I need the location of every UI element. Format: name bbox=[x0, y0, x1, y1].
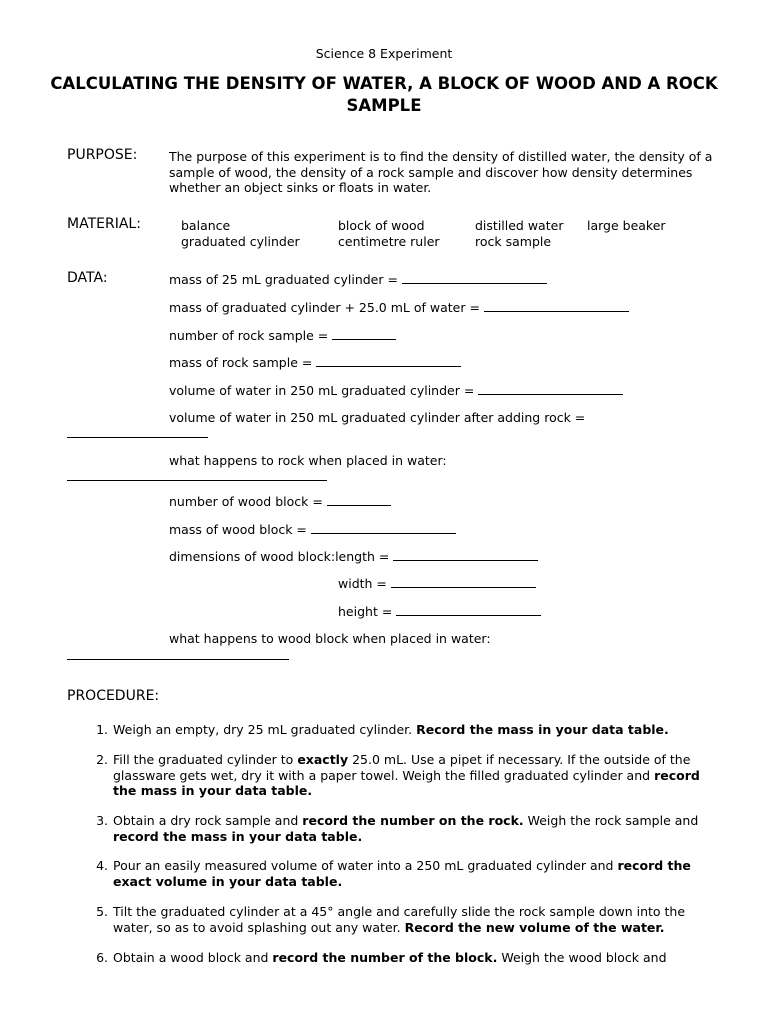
material-item-rock-sample: rock sample bbox=[475, 234, 552, 249]
material-item-balance: balance bbox=[181, 218, 231, 233]
procedure-step bbox=[90, 752, 705, 799]
answer-blank[interactable] bbox=[391, 576, 536, 588]
data-label: DATA: bbox=[67, 270, 108, 286]
step-text-run: 25.0 mL. Use a pipet if necessary. If the outside of the glassware gets wet, dry it with a paper towel. Weigh the filled graduated cylinder and bbox=[113, 752, 691, 783]
step-number: 4. bbox=[96, 858, 108, 873]
step-text-run: Tilt the graduated cylinder at a 45° angle and carefully slide the rock sample down into the water, so as to avoid splashing out any water. bbox=[113, 904, 686, 935]
procedure-step bbox=[90, 722, 705, 738]
procedure-step bbox=[90, 950, 705, 966]
answer-blank[interactable] bbox=[478, 383, 623, 395]
step-emphasis: record the mass in your data table. bbox=[113, 828, 363, 844]
step-text-run: Obtain a wood block and bbox=[113, 950, 273, 965]
data-line-cylinder-water-mass: mass of graduated cylinder + 25.0 mL of water = bbox=[169, 300, 629, 316]
answer-blank[interactable] bbox=[311, 522, 456, 534]
procedure-step bbox=[90, 904, 705, 935]
step-emphasis: exactly bbox=[297, 752, 349, 767]
answer-line-wood-in-water[interactable] bbox=[67, 659, 289, 660]
data-line-rock-mass: mass of rock sample = bbox=[169, 355, 461, 371]
step-text bbox=[113, 722, 705, 738]
data-line-wood-mass: mass of wood block = bbox=[169, 522, 456, 538]
step-text bbox=[113, 858, 705, 889]
material-item-distilled-water: distilled water bbox=[475, 218, 564, 233]
step-emphasis: record the mass in your data table. bbox=[113, 767, 700, 798]
step-text-run: Weigh an empty, dry 25 mL graduated cylinder. bbox=[113, 722, 417, 737]
purpose-text: The purpose of this experiment is to find the density of distilled water, the density of a sample of wood, the density of a rock sample and discover how density determines whether an object sinks or floats in water. bbox=[169, 149, 713, 195]
material-item-large-beaker: large beaker bbox=[587, 218, 666, 233]
step-number: 2. bbox=[96, 752, 108, 767]
data-line-water-volume: volume of water in 250 mL graduated cylinder = bbox=[169, 383, 623, 399]
step-text-run: Weigh the wood block and bbox=[497, 950, 667, 965]
step-text bbox=[113, 950, 705, 966]
step-emphasis: Record the new volume of the water. bbox=[404, 919, 665, 935]
answer-blank[interactable] bbox=[316, 355, 461, 367]
data-line-wood-width: width = bbox=[338, 576, 536, 592]
data-line-cylinder-mass: mass of 25 mL graduated cylinder = bbox=[169, 272, 547, 288]
material-item-block-of-wood: block of wood bbox=[338, 218, 425, 233]
material-label: MATERIAL: bbox=[67, 216, 141, 232]
step-emphasis: record the number on the rock. bbox=[302, 813, 524, 828]
step-text bbox=[113, 813, 705, 844]
page-title: CALCULATING THE DENSITY OF WATER, A BLOCK OF WOOD AND A ROCK SAMPLE bbox=[50, 74, 718, 115]
answer-blank[interactable] bbox=[327, 494, 391, 506]
answer-blank[interactable] bbox=[332, 328, 396, 340]
step-text-run: Weigh the rock sample and bbox=[523, 813, 699, 828]
course-heading: Science 8 Experiment bbox=[315, 46, 453, 61]
answer-blank[interactable] bbox=[393, 549, 538, 561]
material-item-graduated-cylinder: graduated cylinder bbox=[181, 234, 300, 249]
step-emphasis: record the exact volume in your data table. bbox=[113, 858, 691, 889]
answer-blank[interactable] bbox=[402, 272, 547, 284]
step-number: 5. bbox=[96, 904, 108, 919]
step-text bbox=[113, 752, 705, 799]
procedure-step bbox=[90, 813, 705, 844]
data-line-rock-number: number of rock sample = bbox=[169, 328, 396, 344]
step-number: 6. bbox=[96, 950, 108, 965]
answer-blank[interactable] bbox=[484, 300, 629, 312]
step-number: 3. bbox=[96, 813, 108, 828]
step-emphasis: record the number of the block. bbox=[272, 950, 498, 965]
data-line-wood-height: height = bbox=[338, 604, 541, 620]
step-emphasis: Record the mass in your data table. bbox=[416, 722, 669, 737]
procedure-step bbox=[90, 858, 705, 889]
purpose-label: PURPOSE: bbox=[67, 147, 138, 163]
step-text bbox=[113, 904, 705, 935]
procedure-label: PROCEDURE: bbox=[67, 688, 160, 704]
step-number: 1. bbox=[96, 722, 108, 737]
data-line-rock-in-water: what happens to rock when placed in water: bbox=[169, 453, 447, 468]
data-line-water-volume-after-rock: volume of water in 250 mL graduated cylinder after adding rock = bbox=[169, 410, 586, 425]
answer-blank[interactable] bbox=[396, 604, 541, 616]
step-text-run: Pour an easily measured volume of water into a 250 mL graduated cylinder and bbox=[113, 858, 618, 873]
step-text-run: Obtain a dry rock sample and bbox=[113, 813, 303, 828]
data-line-wood-in-water: what happens to wood block when placed in water: bbox=[169, 631, 491, 646]
step-text-run: Fill the graduated cylinder to bbox=[113, 752, 298, 767]
data-line-wood-length: dimensions of wood block:length = bbox=[169, 549, 538, 565]
answer-line-water-volume-after-rock[interactable] bbox=[67, 437, 208, 438]
material-item-centimetre-ruler: centimetre ruler bbox=[338, 234, 440, 249]
answer-line-rock-in-water[interactable] bbox=[67, 480, 327, 481]
data-line-wood-number: number of wood block = bbox=[169, 494, 391, 510]
